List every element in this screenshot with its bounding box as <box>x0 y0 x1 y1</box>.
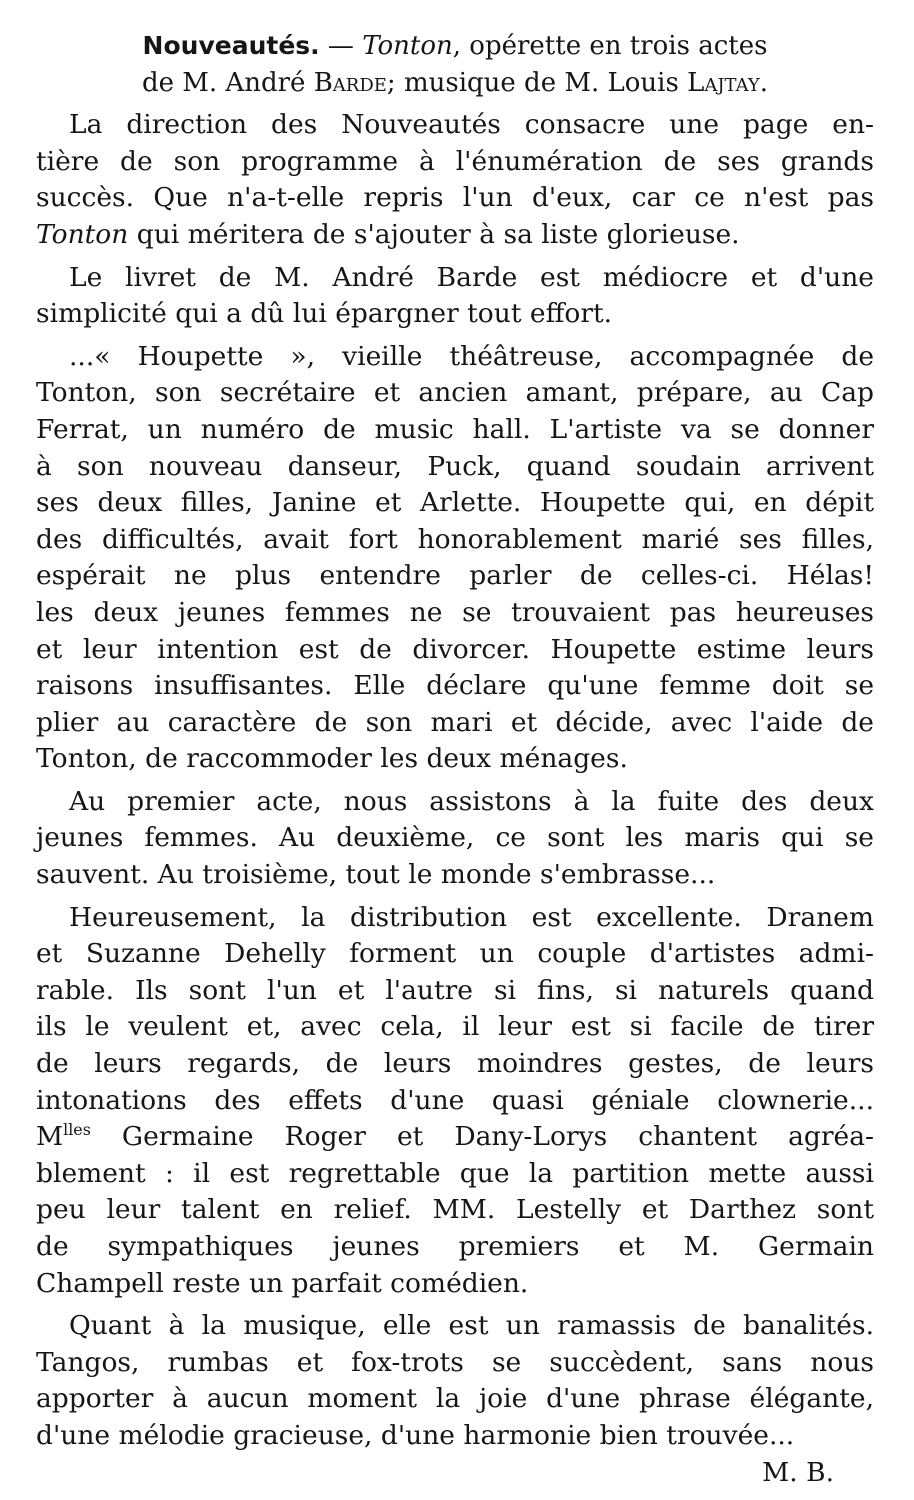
text-line: Tangos, rumbas et fox-trots se succèdent, sans nous <box>36 1346 874 1378</box>
text-line: et leur intention est de divorcer. Houpette estime leurs <box>36 633 874 665</box>
text-line: de sympathiques jeunes premiers et M. Germain <box>36 1231 874 1262</box>
text-line: Quant à la musique, elle est un ramassis de banalités. <box>69 1310 874 1342</box>
text-line: peu leur talent en relief. MM. Lestelly et Darthez sont <box>36 1194 874 1226</box>
paragraph <box>36 260 874 333</box>
text-line: jeunes femmes. Au deuxième, ce sont les maris qui se <box>36 822 874 854</box>
heading-end: . <box>759 67 768 98</box>
text-line: raisons insuffisantes. Elle déclare qu'une femme doit se <box>36 670 874 702</box>
paragraph <box>36 1308 874 1454</box>
text-line: des difficultés, avait fort honorablement marié ses filles, <box>36 523 874 555</box>
text-line: ...« Houpette », vieille théâtreuse, accompagnée de <box>69 340 874 372</box>
text-line: Tonton, son secrétaire et ancien amant, prépare, au Cap <box>36 377 874 409</box>
text-line: les deux jeunes femmes ne se trouvaient pas heureuses <box>36 596 874 628</box>
text-line: de leurs regards, de leurs moindres gestes, de leurs <box>36 1048 874 1080</box>
text-line: La direction des Nouveautés consacre une page en- <box>69 109 874 141</box>
mlles-abbrev: $M^{lles}$ <box>36 1120 91 1153</box>
review-heading <box>36 28 874 101</box>
paragraph <box>36 900 874 1303</box>
play-title-inline: Tonton <box>36 218 129 250</box>
text-line: à son nouveau danseur, Puck, quand soudain arrivent <box>36 450 874 482</box>
text-line: $M^{lles}$ Germaine Roger et Dany-Lorys chantent agréa- <box>36 1120 874 1153</box>
text-line: plier au caractère de son mari et décide, avec l'aide de <box>36 706 874 738</box>
text-line: Ferrat, un numéro de music hall. L'artiste va se donner <box>36 413 874 445</box>
heading-music-prefix: ; musique de M. Louis <box>386 67 688 98</box>
paragraph <box>36 339 874 778</box>
text-line: Heureusement, la distribution est excellente. Dranem <box>69 901 874 933</box>
heading-line-2 <box>36 65 874 102</box>
paragraph <box>36 784 874 894</box>
text-line: d'une mélodie gracieuse, d'une harmonie bien trouvée... <box>36 1419 795 1451</box>
author-name: Barde <box>313 67 387 98</box>
review-body <box>36 107 874 1454</box>
heading-author-prefix: de M. André <box>141 67 314 98</box>
text-line: Au premier acte, nous assistons à la fuite des deux <box>69 785 874 817</box>
text-line: rable. Ils sont l'un et l'autre si fins, si naturels quand <box>36 974 874 1006</box>
text-line: ils le veulent et, avec cela, il leur est si facile de tirer <box>36 1011 874 1043</box>
review-page <box>36 28 874 1491</box>
theatre-name: Nouveautés. <box>142 31 320 60</box>
text-line: blement : il est regrettable que la partition mette aussi <box>36 1157 874 1189</box>
text-line: sauvent. Au troisième, tout le monde s'embrasse... <box>36 859 716 891</box>
text-line: simplicité qui a dû lui épargner tout effort. <box>36 298 613 330</box>
text-line: Champell reste un parfait comédien. <box>36 1267 529 1299</box>
text-line: Tonton, de raccommoder les deux ménages. <box>36 743 628 775</box>
heading-line-1 <box>36 28 874 65</box>
text-line: succès. Que n'a-t-elle repris l'un d'eux, car ce n'est pas <box>36 182 874 214</box>
heading-genre: , opérette en trois actes <box>452 31 768 61</box>
paragraph <box>36 107 874 253</box>
play-title: Tonton <box>362 31 453 61</box>
text-line: Tonton qui méritera de s'ajouter à sa liste glorieuse. <box>36 218 740 250</box>
text-line: tière de son programme à l'énumération de ses grands <box>36 145 874 177</box>
text-line: et Suzanne Dehelly forment un couple d'artistes admi- <box>36 938 874 970</box>
text-line: intonations des effets d'une quasi géniale clownerie... <box>36 1084 874 1116</box>
text-line: ses deux filles, Janine et Arlette. Houpette qui, en dépit <box>36 487 874 519</box>
signature: M. B. <box>762 1456 834 1488</box>
text-line: Le livret de M. André Barde est médiocre et d'une <box>69 261 874 293</box>
composer-name: Lajtay <box>687 67 760 98</box>
text-line: apporter à aucun moment la joie d'une phrase élégante, <box>36 1383 874 1415</box>
heading-dash: — <box>319 31 363 61</box>
text-line: espérait ne plus entendre parler de celles-ci. Hélas! <box>36 560 874 592</box>
